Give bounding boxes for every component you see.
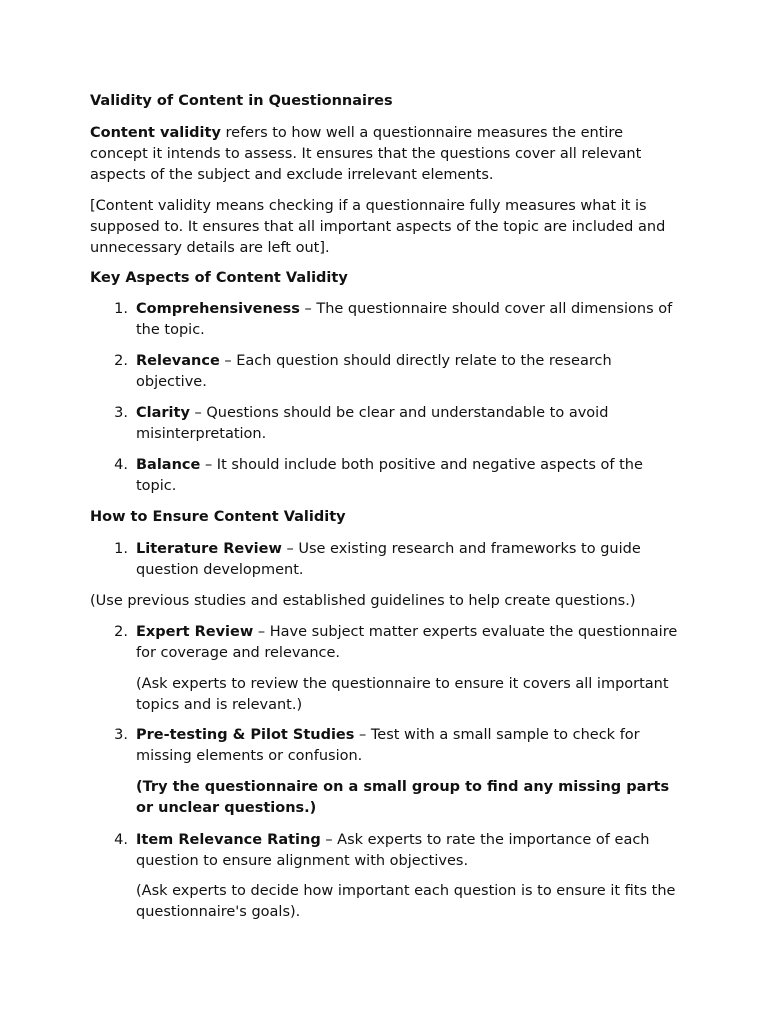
item-term: Expert Review: [136, 624, 254, 640]
intro-term: Content validity: [90, 125, 221, 141]
ensure-heading: How to Ensure Content Validity: [90, 509, 346, 525]
item-text: – Test with a small sample to check for missing elements or confusion.: [136, 727, 640, 764]
item-term: Relevance: [136, 353, 220, 369]
item-text: – It should include both positive and negative aspects of the topic.: [136, 457, 643, 494]
list-number: 1.: [114, 301, 128, 317]
document-title: Validity of Content in Questionnaires: [90, 93, 393, 109]
ensure-note-4: (Ask experts to decide how important each question is to ensure it fits the questionnaire's goals).: [136, 883, 676, 920]
intro-paragraph: [90, 123, 680, 186]
ensure-note-3: (Try the questionnaire on a small group to find any missing parts or unclear questions.): [136, 779, 670, 816]
item-text: – Ask experts to rate the importance of each question to ensure alignment with objectives.: [136, 832, 650, 869]
item-term: Literature Review: [136, 541, 282, 557]
item-term: Item Relevance Rating: [136, 832, 321, 848]
intro-simple-paragraph: [Content validity means checking if a questionnaire fully measures what it is supposed to. It ensures that all important aspects of the topic are included and unnecessary details are left out].: [90, 198, 666, 256]
list-number: 3.: [114, 405, 128, 421]
item-text: – Have subject matter experts evaluate the questionnaire for coverage and relevance.: [136, 624, 678, 661]
list-number: 4.: [114, 832, 128, 848]
item-text: – The questionnaire should cover all dimensions of the topic.: [136, 301, 673, 338]
list-number: 4.: [114, 457, 128, 473]
item-term: Balance: [136, 457, 201, 473]
item-term: Clarity: [136, 405, 190, 421]
key-aspects-heading: Key Aspects of Content Validity: [90, 270, 348, 286]
ensure-note-1: (Use previous studies and established guidelines to help create questions.): [90, 593, 636, 609]
ensure-note-2: (Ask experts to review the questionnaire to ensure it covers all important topics and is relevant.): [136, 676, 669, 713]
item-term: Comprehensiveness: [136, 301, 300, 317]
intro-text: refers to how well a questionnaire measures the entire concept it intends to assess. It ensures that the questions cover all relevant aspects of the subject and exclude irrelevant elements.: [90, 125, 642, 183]
list-number: 3.: [114, 727, 128, 743]
list-number: 1.: [114, 541, 128, 557]
list-number: 2.: [114, 353, 128, 369]
item-text: – Each question should directly relate to the research objective.: [136, 353, 612, 390]
item-text: – Use existing research and frameworks to guide question development.: [136, 541, 641, 578]
list-number: 2.: [114, 624, 128, 640]
item-term: Pre-testing & Pilot Studies: [136, 727, 355, 743]
item-text: – Questions should be clear and understandable to avoid misinterpretation.: [136, 405, 609, 442]
